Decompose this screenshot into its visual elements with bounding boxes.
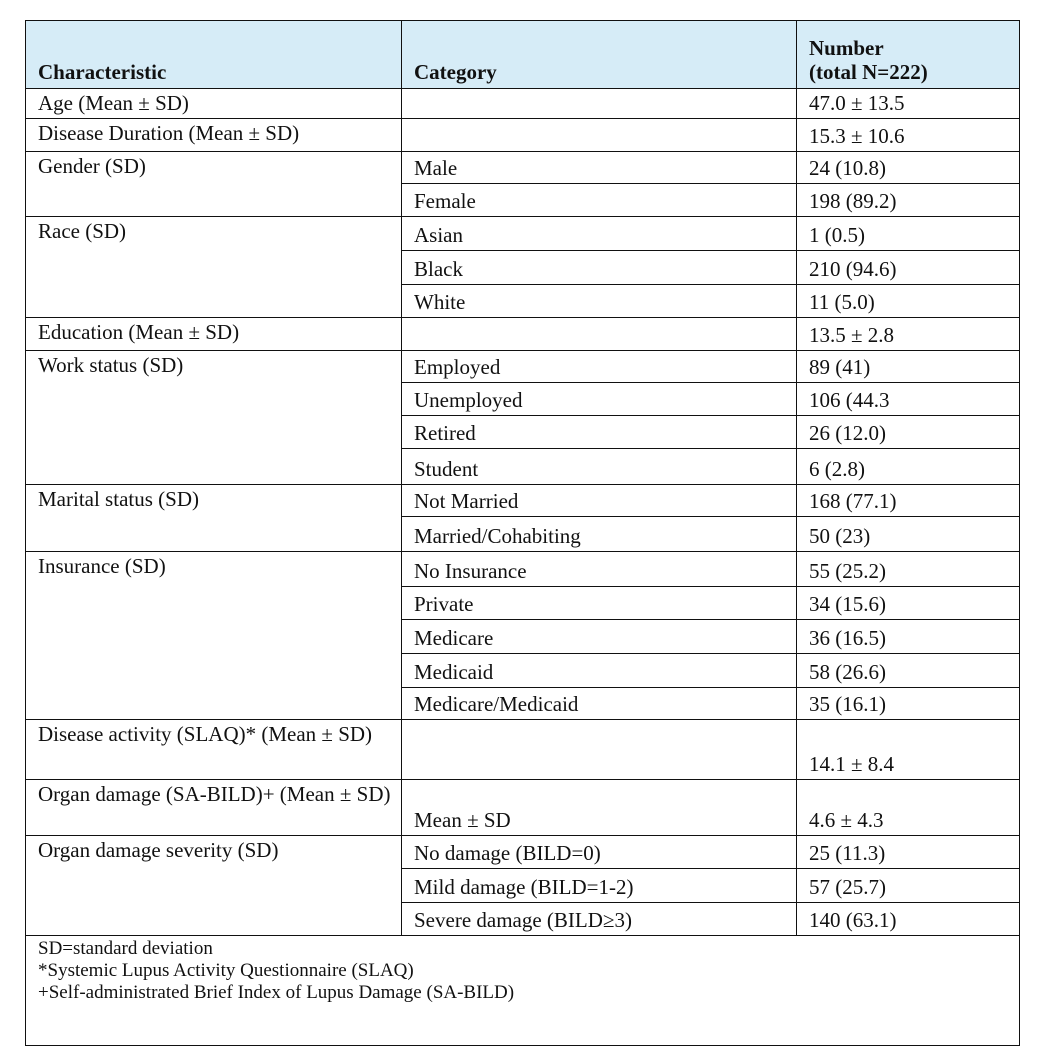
- category-cell: Female: [402, 184, 797, 217]
- header-characteristic: Characteristic: [26, 21, 402, 89]
- category-cell: Medicare/Medicaid: [402, 688, 797, 720]
- category-cell: [402, 89, 797, 119]
- table-row: [26, 780, 1020, 836]
- category-cell: Male: [402, 152, 797, 184]
- number-cell: 26 (12.0): [797, 416, 1020, 449]
- table-row: [26, 89, 1020, 119]
- category-cell: White: [402, 285, 797, 318]
- number-cell: 57 (25.7): [797, 869, 1020, 903]
- number-cell: 168 (77.1): [797, 485, 1020, 517]
- table-row: [26, 152, 1020, 184]
- number-cell: 47.0 ± 13.5: [797, 89, 1020, 119]
- characteristic-cell: Disease Duration (Mean ± SD): [26, 119, 402, 152]
- number-cell: 4.6 ± 4.3: [797, 780, 1020, 836]
- number-cell: 210 (94.6): [797, 251, 1020, 285]
- characteristic-cell: Gender (SD): [26, 152, 402, 217]
- number-cell: 25 (11.3): [797, 836, 1020, 869]
- characteristic-cell: Age (Mean ± SD): [26, 89, 402, 119]
- header-number: [797, 21, 1020, 89]
- table-row: [26, 351, 1020, 383]
- characteristic-cell: Organ damage severity (SD): [26, 836, 402, 936]
- table-row: [26, 318, 1020, 351]
- category-cell: Employed: [402, 351, 797, 383]
- category-cell: Mean ± SD: [402, 780, 797, 836]
- characteristic-cell: Insurance (SD): [26, 552, 402, 720]
- number-cell: 6 (2.8): [797, 449, 1020, 485]
- number-cell: 89 (41): [797, 351, 1020, 383]
- category-cell: [402, 318, 797, 351]
- number-cell: 58 (26.6): [797, 654, 1020, 688]
- characteristic-cell: Race (SD): [26, 217, 402, 318]
- category-cell: Not Married: [402, 485, 797, 517]
- number-cell: 36 (16.5): [797, 620, 1020, 654]
- category-cell: Unemployed: [402, 383, 797, 416]
- characteristic-cell: Marital status (SD): [26, 485, 402, 552]
- category-cell: Severe damage (BILD≥3): [402, 903, 797, 936]
- category-cell: Medicare: [402, 620, 797, 654]
- header-row: [26, 21, 1020, 89]
- category-cell: Married/Cohabiting: [402, 517, 797, 552]
- footnote: SD=standard deviation: [38, 938, 213, 959]
- number-cell: 35 (16.1): [797, 688, 1020, 720]
- number-cell: 106 (44.3: [797, 383, 1020, 416]
- category-cell: Retired: [402, 416, 797, 449]
- table-body: [26, 89, 1020, 936]
- table-row: [26, 836, 1020, 869]
- number-cell: 13.5 ± 2.8: [797, 318, 1020, 351]
- header-number-line1: Number: [809, 36, 884, 60]
- number-cell: 198 (89.2): [797, 184, 1020, 217]
- demographics-table: [25, 20, 1020, 1046]
- number-cell: 140 (63.1): [797, 903, 1020, 936]
- category-cell: [402, 119, 797, 152]
- category-cell: Asian: [402, 217, 797, 251]
- category-cell: No damage (BILD=0): [402, 836, 797, 869]
- table-row: [26, 552, 1020, 587]
- number-cell: 24 (10.8): [797, 152, 1020, 184]
- footnotes: [26, 936, 1020, 1046]
- characteristic-cell: Organ damage (SA-BILD)+ (Mean ± SD): [26, 780, 402, 836]
- footnote: *Systemic Lupus Activity Questionnaire (SLAQ): [38, 960, 414, 981]
- characteristic-cell: Work status (SD): [26, 351, 402, 485]
- table-row: [26, 217, 1020, 251]
- number-cell: 1 (0.5): [797, 217, 1020, 251]
- table-row: [26, 720, 1020, 780]
- number-cell: 55 (25.2): [797, 552, 1020, 587]
- characteristic-cell: Disease activity (SLAQ)* (Mean ± SD): [26, 720, 402, 780]
- number-cell: 14.1 ± 8.4: [797, 720, 1020, 780]
- category-cell: Private: [402, 587, 797, 620]
- category-cell: No Insurance: [402, 552, 797, 587]
- header-category: Category: [402, 21, 797, 89]
- category-cell: [402, 720, 797, 780]
- number-cell: 15.3 ± 10.6: [797, 119, 1020, 152]
- category-cell: Mild damage (BILD=1-2): [402, 869, 797, 903]
- number-cell: 34 (15.6): [797, 587, 1020, 620]
- header-number-line2: (total N=222): [809, 60, 928, 84]
- table-row: [26, 485, 1020, 517]
- number-cell: 11 (5.0): [797, 285, 1020, 318]
- category-cell: Medicaid: [402, 654, 797, 688]
- table-row: [26, 119, 1020, 152]
- category-cell: Black: [402, 251, 797, 285]
- footnote: +Self-administrated Brief Index of Lupus Damage (SA-BILD): [38, 982, 515, 1003]
- characteristic-cell: Education (Mean ± SD): [26, 318, 402, 351]
- number-cell: 50 (23): [797, 517, 1020, 552]
- category-cell: Student: [402, 449, 797, 485]
- footnote-row: [26, 936, 1020, 1046]
